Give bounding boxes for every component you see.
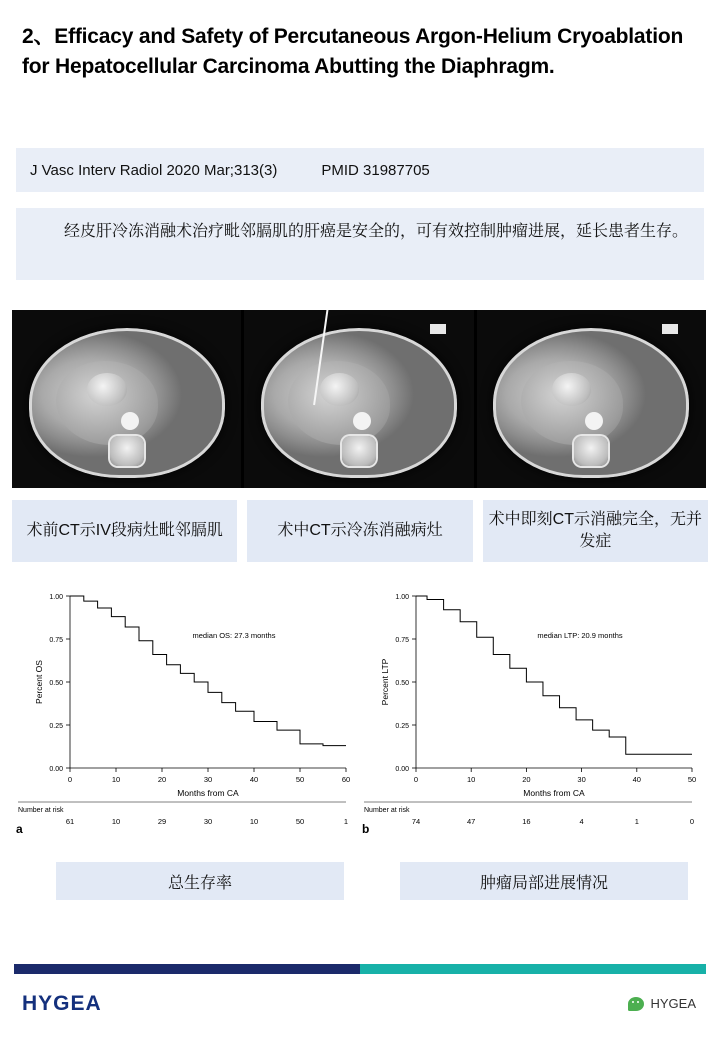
svg-text:median OS: 27.3 months: median OS: 27.3 months xyxy=(192,631,276,640)
conclusion-box xyxy=(16,208,704,280)
svg-text:20: 20 xyxy=(157,775,167,784)
ct-spine xyxy=(110,436,144,466)
chart-caption-row xyxy=(0,862,720,900)
svg-text:61: 61 xyxy=(65,817,75,826)
svg-text:0.50: 0.50 xyxy=(395,680,409,687)
ct-spine xyxy=(342,436,376,466)
svg-text:0: 0 xyxy=(67,775,73,784)
svg-text:74: 74 xyxy=(411,817,421,826)
svg-text:1: 1 xyxy=(343,817,349,826)
ct-spine xyxy=(574,436,608,466)
footer xyxy=(0,980,720,1040)
svg-text:Percent LTP: Percent LTP xyxy=(380,658,390,706)
ct-aorta xyxy=(353,412,371,430)
footer-bar-teal xyxy=(360,964,706,974)
svg-text:47: 47 xyxy=(467,817,476,826)
citation-bar xyxy=(16,148,704,192)
chart-caption-ltp: 肿瘤局部进展情况 xyxy=(400,862,688,900)
svg-text:0.75: 0.75 xyxy=(49,637,63,644)
footer-wechat xyxy=(628,996,696,1011)
wechat-icon xyxy=(628,997,644,1011)
citation-pmid: PMID 31987705 xyxy=(321,161,430,179)
chart-os-svg xyxy=(14,580,360,842)
kaplan-meier-charts xyxy=(14,580,706,842)
svg-text:30: 30 xyxy=(203,775,213,784)
ct-iceball xyxy=(320,373,359,406)
svg-text:0.25: 0.25 xyxy=(395,723,409,730)
chart-overall-survival xyxy=(14,580,360,842)
ct-image-post xyxy=(477,310,706,488)
svg-text:40: 40 xyxy=(632,775,641,784)
conclusion-text: 经皮肝冷冻消融术治疗毗邻膈肌的肝癌是安全的，可有效控制肿瘤进展，延长患者生存。 xyxy=(64,223,689,240)
footer-bar-navy xyxy=(14,964,360,974)
svg-text:10: 10 xyxy=(111,775,121,784)
svg-text:Number at risk: Number at risk xyxy=(18,807,64,814)
ct-aorta xyxy=(121,412,139,430)
svg-text:1: 1 xyxy=(634,817,639,826)
svg-text:10: 10 xyxy=(249,817,259,826)
svg-text:0: 0 xyxy=(413,775,419,784)
footer-color-bars xyxy=(14,964,706,974)
ct-caption-intra: 术中CT示冷冻消融病灶 xyxy=(247,500,472,562)
svg-text:29: 29 xyxy=(157,817,167,826)
footer-wechat-label: HYGEA xyxy=(650,996,696,1011)
svg-text:4: 4 xyxy=(579,817,584,826)
svg-text:0: 0 xyxy=(689,817,695,826)
svg-text:Months from CA: Months from CA xyxy=(523,788,585,798)
svg-text:0.00: 0.00 xyxy=(49,766,63,773)
svg-text:1.00: 1.00 xyxy=(49,594,63,601)
svg-text:0.75: 0.75 xyxy=(395,637,409,644)
svg-text:50: 50 xyxy=(687,775,697,784)
chart-ltp-svg xyxy=(360,580,706,842)
ct-image-pre xyxy=(12,310,241,488)
svg-text:60: 60 xyxy=(341,775,351,784)
svg-text:50: 50 xyxy=(295,817,305,826)
svg-text:10: 10 xyxy=(467,775,476,784)
page-title: 2、Efficacy and Safety of Percutaneous Argon-Helium Cryoablation for Hepatocellular Carcinoma Abutting the Diaphragm. xyxy=(22,25,684,78)
ct-marker xyxy=(662,324,678,334)
svg-text:0.50: 0.50 xyxy=(49,680,63,687)
svg-text:0.25: 0.25 xyxy=(49,723,63,730)
panel-letter-b: b xyxy=(362,822,370,836)
svg-text:Percent OS: Percent OS xyxy=(34,660,44,704)
ct-image-intra xyxy=(244,310,473,488)
ct-aorta xyxy=(585,412,603,430)
chart-local-tumor-progression xyxy=(360,580,706,842)
svg-text:Months from CA: Months from CA xyxy=(177,788,239,798)
svg-text:50: 50 xyxy=(295,775,305,784)
ct-body-outline xyxy=(261,328,457,478)
svg-text:0.00: 0.00 xyxy=(395,766,409,773)
ct-marker xyxy=(430,324,446,334)
ct-ablation-zone xyxy=(552,373,591,406)
citation-journal: J Vasc Interv Radiol 2020 Mar;313(3) xyxy=(30,161,278,179)
ct-body-outline xyxy=(493,328,689,478)
svg-text:1.00: 1.00 xyxy=(395,594,409,601)
panel-letter-a: a xyxy=(16,822,23,836)
ct-caption-pre: 术前CT示IV段病灶毗邻膈肌 xyxy=(12,500,237,562)
ct-body-outline xyxy=(29,328,225,478)
svg-text:median LTP: 20.9 months: median LTP: 20.9 months xyxy=(537,631,623,640)
footer-logo: HYGEA xyxy=(22,992,102,1015)
svg-text:16: 16 xyxy=(522,817,531,826)
ct-caption-row xyxy=(12,500,708,562)
svg-text:30: 30 xyxy=(203,817,213,826)
ct-image-strip xyxy=(12,310,706,488)
svg-text:10: 10 xyxy=(111,817,121,826)
svg-text:40: 40 xyxy=(249,775,259,784)
ct-caption-post: 术中即刻CT示消融完全，无并发症 xyxy=(483,500,708,562)
ct-lesion xyxy=(87,373,126,406)
svg-text:20: 20 xyxy=(522,775,531,784)
chart-caption-os: 总生存率 xyxy=(56,862,344,900)
svg-text:30: 30 xyxy=(577,775,586,784)
svg-text:Number at risk: Number at risk xyxy=(364,807,410,814)
